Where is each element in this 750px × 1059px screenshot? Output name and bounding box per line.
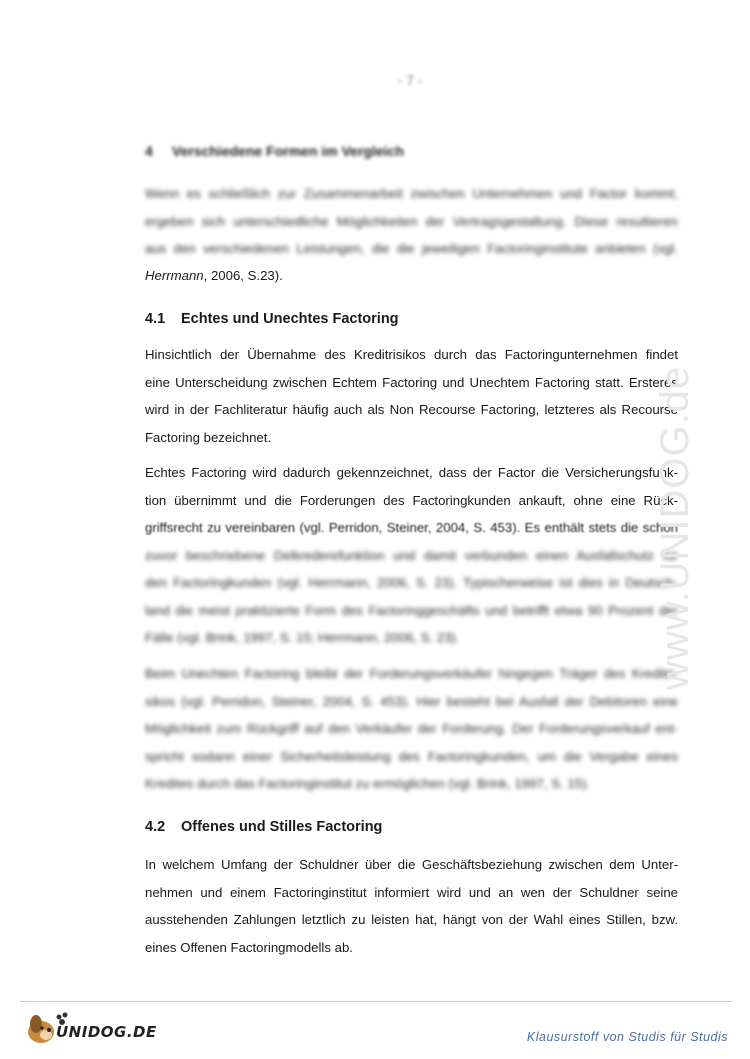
text-line: Hinsichtlich der Übernahme des Kreditrisikos durch das Factoringunternehmen findet — [145, 347, 678, 362]
section-4-1-heading — [145, 311, 678, 327]
text-line: nehmen und einem Factoringinstitut informiert wird und an wen der Schuldner seine — [145, 884, 678, 900]
text-line: spricht sodann einer Sicherheitsleistung des Factoringkunden, um die Vergabe eines — [145, 748, 678, 764]
text-line: zuvor beschriebene Delkrederefunktion und damit verbunden einen Ausfallschutz für — [145, 547, 678, 563]
text-line: land die meist praktizierte Form des Factoringgeschäfts und betrifft etwa 90 Prozent der — [145, 602, 678, 618]
text-line: aus den verschiedenen Leistungen, die die jeweiligen Factoringinstitute anbieten (vgl. — [145, 241, 678, 256]
section-4-title: Verschiedene Formen im Vergleich — [172, 143, 404, 159]
text-line: Echtes Factoring wird dadurch gekennzeichnet, dass der Factor die Versicherungsfunk- — [145, 465, 678, 480]
section-4-2-title: Offenes und Stilles Factoring — [181, 819, 383, 835]
footer-tagline: Klausurstoff von Studis für Studis — [526, 1030, 728, 1044]
text-line: Möglichkeit zum Rückgriff auf den Verkäufer der Forderung. Der Forderungsverkauf ent- — [145, 721, 678, 736]
text-line: sikos (vgl. Perridon, Steiner, 2004, S. 453). Hier besteht bei Ausfall der Debitoren eine — [145, 693, 678, 709]
text-line: wird in der Fachliteratur häufig auch als Non Recourse Factoring, letzteres als Recourse — [145, 402, 678, 417]
text-line: ergeben sich unterschiedliche Möglichkeiten der Vertragsgestaltung. Diese resultieren — [145, 213, 678, 229]
citation-author: Herrmann — [145, 268, 204, 283]
section-4-1-paragraph-3 — [145, 660, 678, 798]
text-line: In welchem Umfang der Schuldner über die Geschäftsbeziehung zwischen dem Unter- — [145, 857, 678, 872]
text-line: Beim Unechten Factoring bleibt der Forderungsverkäufer hingegen Träger des Kreditri- — [145, 666, 678, 681]
text-line: Wenn es schließlich zur Zusammenarbeit zwischen Unternehmen und Factor kommt, — [145, 186, 678, 201]
footer-divider — [20, 1001, 732, 1002]
section-4-1-number: 4.1 — [145, 311, 166, 327]
text-line: Kredites durch das Factoringinstitut zu ermöglichen (vgl. Brink, 1997, S. 15). — [145, 776, 590, 791]
text-line: tion übernimmt und die Forderungen des Factoringkunden ankauft, ohne eine Rück- — [145, 492, 678, 508]
page-number: - 7 - — [397, 72, 423, 88]
section-4-paragraph-end — [145, 262, 678, 290]
text-line: den Factoringkunden (vgl. Herrmann, 2006, S. 23). Typischerweise ist dies in Deutsch- — [145, 575, 678, 590]
section-4-paragraph — [145, 180, 678, 263]
text-line: Factoring bezeichnet. — [145, 429, 272, 445]
text-line: ausstehenden Zahlungen letztlich zu leisten hat, hängt von der Wahl eines Stillen, bzw. — [145, 912, 678, 927]
logo-text: UNIDOG.DE — [56, 1023, 157, 1041]
citation-rest: , 2006, S.23). — [203, 268, 283, 283]
text-line: Fälle (vgl. Brink, 1997, S. 15; Herrmann, 2006, S. 23). — [145, 630, 460, 645]
section-4-heading — [145, 143, 678, 159]
section-4-2-heading — [145, 819, 678, 835]
section-4-1-paragraph-2 — [145, 459, 678, 652]
watermark: www.UNIDOG.de — [653, 365, 697, 690]
text-line: eine Unterscheidung zwischen Echtem Factoring und Unechtem Factoring statt. Ersteres — [145, 374, 678, 390]
text-line: eines Offenen Factoringmodells ab. — [145, 939, 353, 955]
section-4-2-number: 4.2 — [145, 819, 166, 835]
section-4-1-paragraph-1 — [145, 341, 678, 451]
text-line: griffsrecht zu vereinbaren (vgl. Perridon, Steiner, 2004, S. 453). Es enthält stets die schon — [145, 520, 678, 535]
text-line — [145, 262, 678, 290]
section-4-1-title: Echtes und Unechtes Factoring — [181, 311, 399, 327]
section-4-2-paragraph-1 — [145, 851, 678, 961]
section-4-number: 4 — [145, 143, 153, 159]
